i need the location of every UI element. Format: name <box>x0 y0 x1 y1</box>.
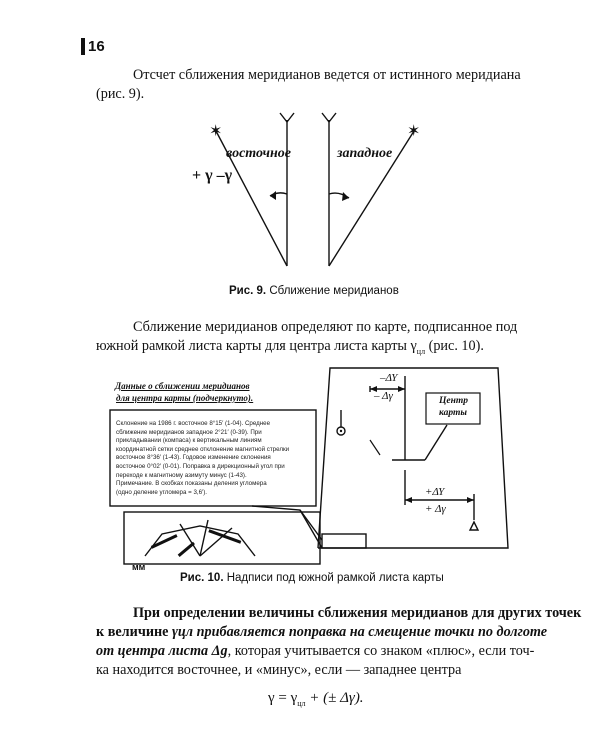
formula <box>268 690 364 708</box>
paragraph-3-line-3-b: , которая учитывается со знаком «плюс», если точ- <box>227 643 535 659</box>
paragraph-2-line-2-b: (рис. 10). <box>425 338 484 354</box>
fig10-point-east-icon <box>470 522 478 530</box>
fig10-label-mm: мм <box>132 562 146 572</box>
paragraph-3-line-3 <box>96 642 534 661</box>
page-number: 16 <box>88 38 105 55</box>
fig9-caption-text: Сближение меридианов <box>269 285 399 297</box>
paragraph-1-line-2: (рис. 9). <box>96 86 145 102</box>
fig9-left-star-icon: ✶ <box>209 123 223 140</box>
paragraph-2-line-2-a: южной рамкой листа карты для центра листа карты γ <box>96 338 417 354</box>
fig10-box-line: Примечание. В скобках показаны деления угломера <box>116 480 267 488</box>
formula-left: γ = γ <box>268 690 298 706</box>
fig9-caption-number: Рис. 9. <box>229 285 267 297</box>
fig10-protractor-panel <box>124 512 320 564</box>
fig10-box-line: восточное 8°36′ (1-43). Годовое изменение склонения <box>116 454 271 462</box>
fig10-label-center-2: карты <box>439 408 467 418</box>
formula-right: + (± Δγ). <box>305 690 364 706</box>
paragraph-3-line-3-a: от центра листа Δg <box>96 643 228 659</box>
fig9-label-gamma: + γ –γ <box>192 167 233 184</box>
paragraph-3-line-2-b: γцл прибавляется поправка на смещение точки по долготе <box>172 624 548 640</box>
fig9-right-star-icon: ✶ <box>407 123 421 140</box>
fig10-box-line: переходе к магнитному азимуту минус (1-43). <box>116 471 247 479</box>
fig9-label-east: восточное <box>226 146 291 161</box>
paragraph-3-line-2 <box>96 623 547 642</box>
paragraph-3-line-2-a: к величине <box>96 624 173 640</box>
formula-subscript: цл <box>297 699 306 708</box>
paragraph-1-line-1: Отсчет сближения меридианов ведется от истинного меридиана <box>133 67 521 83</box>
fig10-box-line: координатной сетки среднее отклонение магнитной стрелки <box>116 445 290 453</box>
fig10-caption-number: Рис. 10. <box>180 572 224 584</box>
paragraph-2-line-1: Сближение меридианов определяют по карте, подписанное под <box>133 319 518 335</box>
fig10-box-line: восточное 0°02′ (0-01). Поправка в дирекционный угол при <box>116 462 285 470</box>
fig10-label-center-1: Центр <box>439 396 469 406</box>
fig10-box-line: сближение меридианов западное 2°21′ (0-39). При <box>116 428 262 436</box>
fig10-box-line: прикладывании (компаса) к вертикальным линиям <box>116 437 262 445</box>
fig10-box-title-1: Данные о сближении меридианов <box>115 381 250 391</box>
fig10-box-title-2: для центра карты (подчеркнуто). <box>116 393 254 403</box>
fig10-caption-text: Надписи под южной рамкой листа карты <box>226 572 444 584</box>
paragraph-3-line-4: ка находится восточнее, и «минус», если — западнее центра <box>96 662 462 678</box>
paragraph-2-subscript: цл <box>416 346 426 356</box>
figure-10-caption <box>180 572 444 584</box>
fig9-label-west: западное <box>337 146 393 161</box>
fig10-box-text <box>116 420 314 497</box>
fig10-box-line: (одно деление угломера = 3,6′). <box>116 488 207 496</box>
fig10-label-minus-dgamma: – Δγ <box>374 390 393 402</box>
fig10-label-plus-dg: +ΔΥ <box>425 486 445 498</box>
fig10-box-line: Склонение на 1986 г. восточное 8°15′ (1-04). Среднее <box>116 420 271 427</box>
fig10-label-plus-dgamma: + Δγ <box>425 503 446 515</box>
paragraph-3-line-1: При определении величины сближения меридианов для других точек <box>133 605 582 621</box>
fig10-label-minus-dg: –ΔΥ <box>380 372 398 384</box>
fig10-inscription-rect <box>322 534 366 548</box>
